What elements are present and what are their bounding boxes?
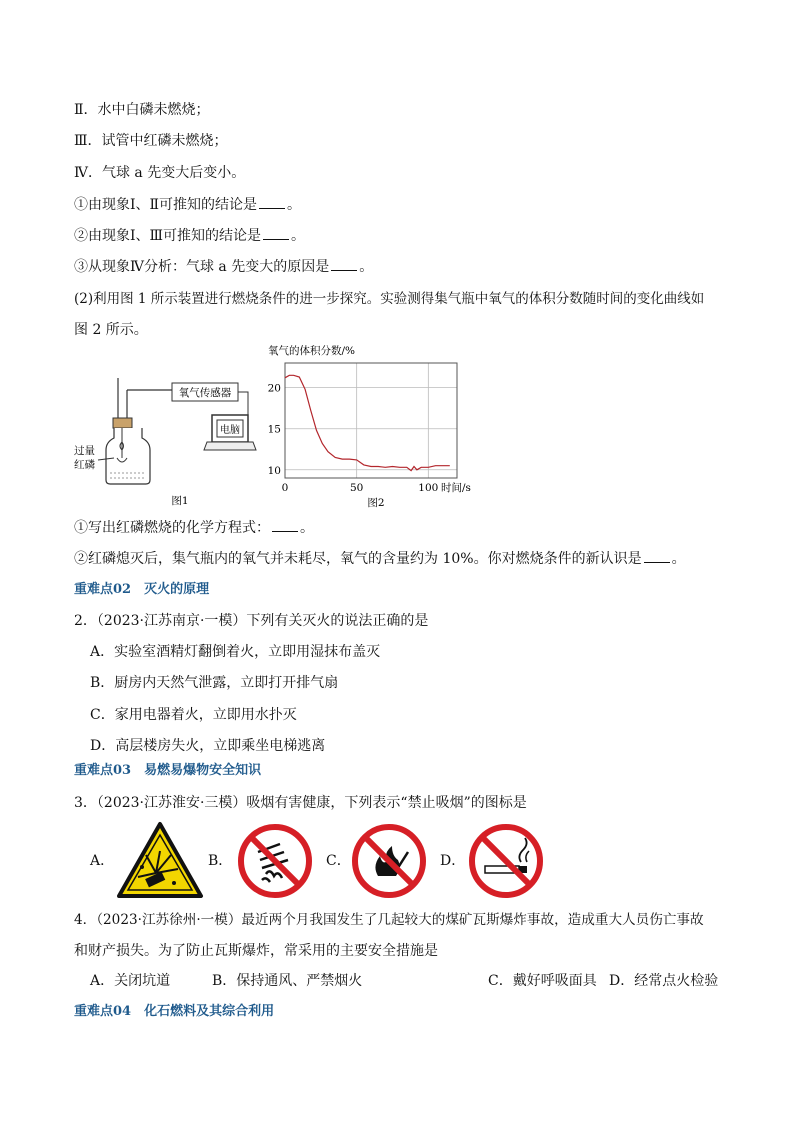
- x-tick-label: 0: [281, 482, 289, 494]
- period: 。: [671, 551, 686, 567]
- computer-label: 电脑: [220, 425, 240, 436]
- phosphorus-label-2: 红磷: [74, 459, 95, 471]
- q2-option-a[interactable]: A．实验室酒精灯翻倒着火，立即用湿抹布盖灭: [90, 644, 381, 660]
- q3-option-d-label[interactable]: D．: [440, 853, 466, 869]
- line-3: Ⅲ．试管中红磷未燃烧；: [74, 133, 228, 149]
- period: 。: [287, 197, 302, 213]
- paragraph-2-cont: 图 2 所示。: [74, 322, 148, 338]
- q4-stem-2: 和财产损失。为了防止瓦斯爆炸，常采用的主要安全措施是: [74, 943, 438, 959]
- y-tick-label: 20: [267, 382, 281, 395]
- q4-option-b[interactable]: B．保持通风、严禁烟火: [212, 973, 363, 989]
- no-fireworks-icon[interactable]: [236, 822, 314, 900]
- x-tick-label: 100: [418, 482, 439, 494]
- y-tick-label: 10: [267, 464, 281, 477]
- q4-option-a[interactable]: A．关闭坑道: [90, 973, 171, 989]
- answer-blank: [331, 258, 357, 271]
- figure-1-caption: 图1: [171, 495, 189, 507]
- q2-option-b[interactable]: B．厨房内天然气泄露，立即打开排气扇: [90, 675, 339, 691]
- oxygen-curve: [285, 375, 450, 470]
- x-tick-label: 50: [349, 482, 364, 494]
- paragraph-2: (2)利用图 1 所示装置进行燃烧条件的进一步探究。实验测得集气瓶中氧气的体积分数随时间的变化曲线如: [74, 291, 705, 307]
- line-4: Ⅳ．气球 a 先变大后变小。: [74, 165, 246, 181]
- question-2: [74, 226, 305, 246]
- question-3: [74, 257, 373, 277]
- q2-option-d[interactable]: D．高层楼房失火，立即乘坐电梯逃离: [90, 738, 326, 754]
- section-heading-03: 重难点03 易燃易爆物安全知识: [74, 763, 262, 778]
- question-text: ②红磷熄灭后，集气瓶内的氧气并未耗尽，氧气的含量约为 10%。你对燃烧条件的新认识是: [74, 551, 642, 567]
- question-text: ①由现象Ⅰ、Ⅱ可推知的结论是: [74, 197, 258, 213]
- question-text: ③从现象Ⅳ分析：气球 a 先变大的原因是: [74, 259, 330, 275]
- answer-blank: [644, 550, 670, 563]
- section-heading-04: 重难点04 化石燃料及其综合利用: [74, 1004, 275, 1019]
- answer-blank: [263, 227, 289, 240]
- answer-blank: [272, 519, 298, 532]
- question-insight: [74, 549, 686, 569]
- q3-stem: 3．（2023·江苏淮安·三模）吸烟有害健康，下列表示“禁止吸烟”的图标是: [74, 795, 527, 811]
- question-eq: [74, 518, 314, 538]
- figure-2-chart: [265, 343, 525, 515]
- phosphorus-label-1: 过量: [74, 445, 95, 457]
- q3-option-a-label[interactable]: A．: [90, 853, 115, 869]
- period: 。: [291, 228, 306, 244]
- q4-option-c[interactable]: C．戴好呼吸面具: [488, 973, 597, 989]
- question-text: ②由现象Ⅰ、Ⅲ可推知的结论是: [74, 228, 262, 244]
- chart-xlabel: 时间/s: [441, 482, 471, 494]
- period: 。: [359, 259, 374, 275]
- figure-2-caption: 图2: [367, 497, 385, 509]
- question-1: [74, 195, 301, 215]
- q3-option-c-label[interactable]: C．: [326, 853, 351, 869]
- q4-stem-1: 4．（2023·江苏徐州·一模）最近两个月我国发生了几起较大的煤矿瓦斯爆炸事故，造成重大人员伤亡事故: [74, 912, 704, 928]
- period: 。: [300, 520, 314, 536]
- question-text: ①写出红磷燃烧的化学方程式：: [74, 520, 270, 536]
- chart-ylabel: 氧气的体积分数/%: [268, 345, 356, 357]
- gas-bottle: [106, 428, 150, 484]
- y-tick-label: 15: [267, 423, 281, 436]
- section-heading-02: 重难点02 灭火的原理: [74, 582, 210, 597]
- figure-1-apparatus: [70, 370, 270, 510]
- answer-blank: [259, 196, 285, 209]
- no-open-flame-icon[interactable]: [350, 822, 428, 900]
- sensor-label: 氧气传感器: [178, 387, 232, 399]
- no-smoking-icon[interactable]: [467, 822, 545, 900]
- q2-stem: 2．（2023·江苏南京·一模）下列有关灭火的说法正确的是: [74, 613, 429, 629]
- explosive-warning-icon[interactable]: [116, 821, 204, 899]
- q4-option-d[interactable]: D．经常点火检验: [609, 973, 719, 989]
- line-2: Ⅱ．水中白磷未燃烧；: [74, 102, 210, 118]
- q3-option-b-label[interactable]: B．: [208, 853, 233, 869]
- q2-option-c[interactable]: C．家用电器着火，立即用水扑灭: [90, 707, 297, 723]
